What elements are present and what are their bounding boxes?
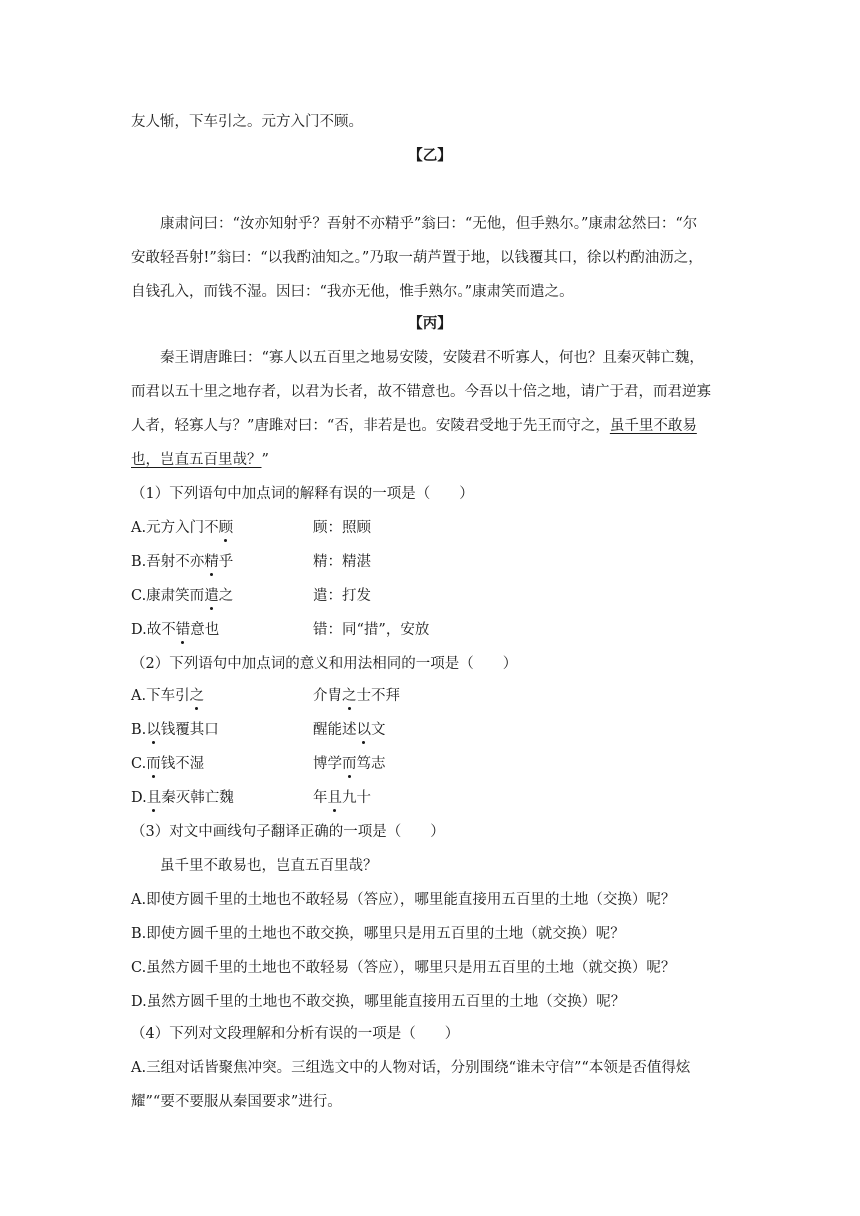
underlined-sentence-part-1: 虽千里不敢易 — [609, 418, 697, 434]
passage-b-line-2: 安敢轻吾射!”翁曰：“以我酌油知之。”乃取一葫芦置于地，以钱覆其口，徐以杓酌油沥之， — [131, 250, 703, 266]
dotted-word: 错 — [175, 622, 191, 638]
q2-option-b-compare: 醒能述以文 — [313, 722, 386, 738]
dotted-word: 遣 — [204, 588, 219, 604]
q1-option-a-gloss: 顾：照顾 — [313, 520, 371, 536]
q2-option-c[interactable]: C.而钱不湿 — [131, 756, 205, 772]
q3-option-c[interactable]: C.虽然方圆千里的土地也不敢轻易（答应），哪里只是用五百里的土地（就交换）呢？ — [131, 960, 676, 976]
section-heading-c: 【丙】 — [408, 315, 452, 332]
q1-option-d-gloss: 错：同“措”，安放 — [313, 622, 430, 638]
dotted-word: 精 — [204, 554, 219, 570]
question-3-sentence: 虽千里不敢易也，岂直五百里哉？ — [160, 858, 378, 874]
dotted-word: 以 — [356, 722, 371, 738]
q3-option-a[interactable]: A.即使方圆千里的土地也不敢轻易（答应），哪里能直接用五百里的土地（交换）呢？ — [131, 892, 676, 908]
q1-option-a[interactable]: A.元方入门不顾 — [131, 520, 234, 536]
q1-option-b-gloss: 精：精湛 — [313, 554, 371, 570]
passage-b-line-1: 康肃问曰：“汝亦知射乎？吾射不亦精乎”翁曰：“无他，但手熟尔。”康肃忿然曰：“尔 — [160, 216, 698, 232]
q2-option-d-compare: 年且九十 — [313, 790, 371, 806]
q2-option-a-compare: 介胄之士不拜 — [313, 688, 400, 704]
dotted-word: 之 — [342, 688, 357, 704]
q2-option-a[interactable]: A.下车引之 — [131, 688, 205, 704]
dotted-word: 而 — [146, 756, 161, 772]
passage-c-line-4-tail: ” — [261, 452, 269, 468]
q2-option-c-compare: 博学而笃志 — [313, 756, 386, 772]
passage-c-line-3-text: 人者，轻寡人与？”唐雎对曰：“否，非若是也。安陵君受地于先王而守之， — [131, 418, 610, 434]
q3-option-b[interactable]: B.即使方圆千里的土地也不敢交换，哪里只是用五百里的土地（就交换）呢？ — [131, 926, 625, 942]
q4-option-a-line-1[interactable]: A.三组对话皆聚焦冲突。三组选文中的人物对话，分别围绕“谁未守信”“本领是否值得炫 — [131, 1060, 691, 1076]
passage-b-line-3: 自钱孔入，而钱不湿。因曰：“我亦无他，惟手熟尔。”康肃笑而遣之。 — [131, 284, 574, 300]
dotted-word: 而 — [342, 756, 357, 772]
dotted-word: 顾 — [218, 520, 234, 536]
q2-option-d[interactable]: D.且秦灭韩亡魏 — [131, 790, 234, 806]
dotted-word: 且 — [146, 790, 162, 806]
question-1-stem: （1）下列语句中加点词的解释有误的一项是（ ） — [131, 486, 474, 502]
question-2-stem: （2）下列语句中加点词的意义和用法相同的一项是（ ） — [131, 656, 518, 672]
dotted-word: 以 — [146, 722, 161, 738]
dotted-word: 且 — [327, 790, 342, 806]
question-3-stem: （3）对文中画线句子翻译正确的一项是（ ） — [131, 824, 445, 840]
passage-c-line-1: 秦王谓唐雎曰：“寡人以五百里之地易安陵，安陵君不听寡人，何也？且秦灭韩亡魏， — [160, 350, 704, 366]
q2-option-b[interactable]: B.以钱覆其口 — [131, 722, 219, 738]
q1-option-b[interactable]: B.吾射不亦精乎 — [131, 554, 234, 570]
passage-c-line-4 — [131, 450, 269, 470]
q1-option-c-gloss: 遣：打发 — [313, 588, 371, 604]
dotted-word: 之 — [189, 688, 205, 704]
section-heading-b: 【乙】 — [408, 147, 452, 164]
q4-option-a-line-2[interactable]: 耀”“要不要服从秦国要求”进行。 — [131, 1094, 342, 1110]
passage-c-line-2: 而君以五十里之地存者，以君为长者，故不错意也。今吾以十倍之地，请广于君，而君逆寡 — [131, 384, 711, 400]
q1-option-c[interactable]: C.康肃笑而遣之 — [131, 588, 234, 604]
passage-a-tail: 友人惭，下车引之。元方入门不顾。 — [131, 114, 363, 130]
question-4-stem: （4）下列对文段理解和分析有误的一项是（ ） — [131, 1026, 460, 1042]
q1-option-d[interactable]: D.故不错意也 — [131, 622, 220, 638]
q3-option-d[interactable]: D.虽然方圆千里的土地也不敢交换，哪里能直接用五百里的土地（交换）呢？ — [131, 994, 626, 1010]
underlined-sentence-part-2: 也，岂直五百里哉？ — [131, 452, 262, 468]
passage-c-line-3 — [131, 416, 697, 436]
